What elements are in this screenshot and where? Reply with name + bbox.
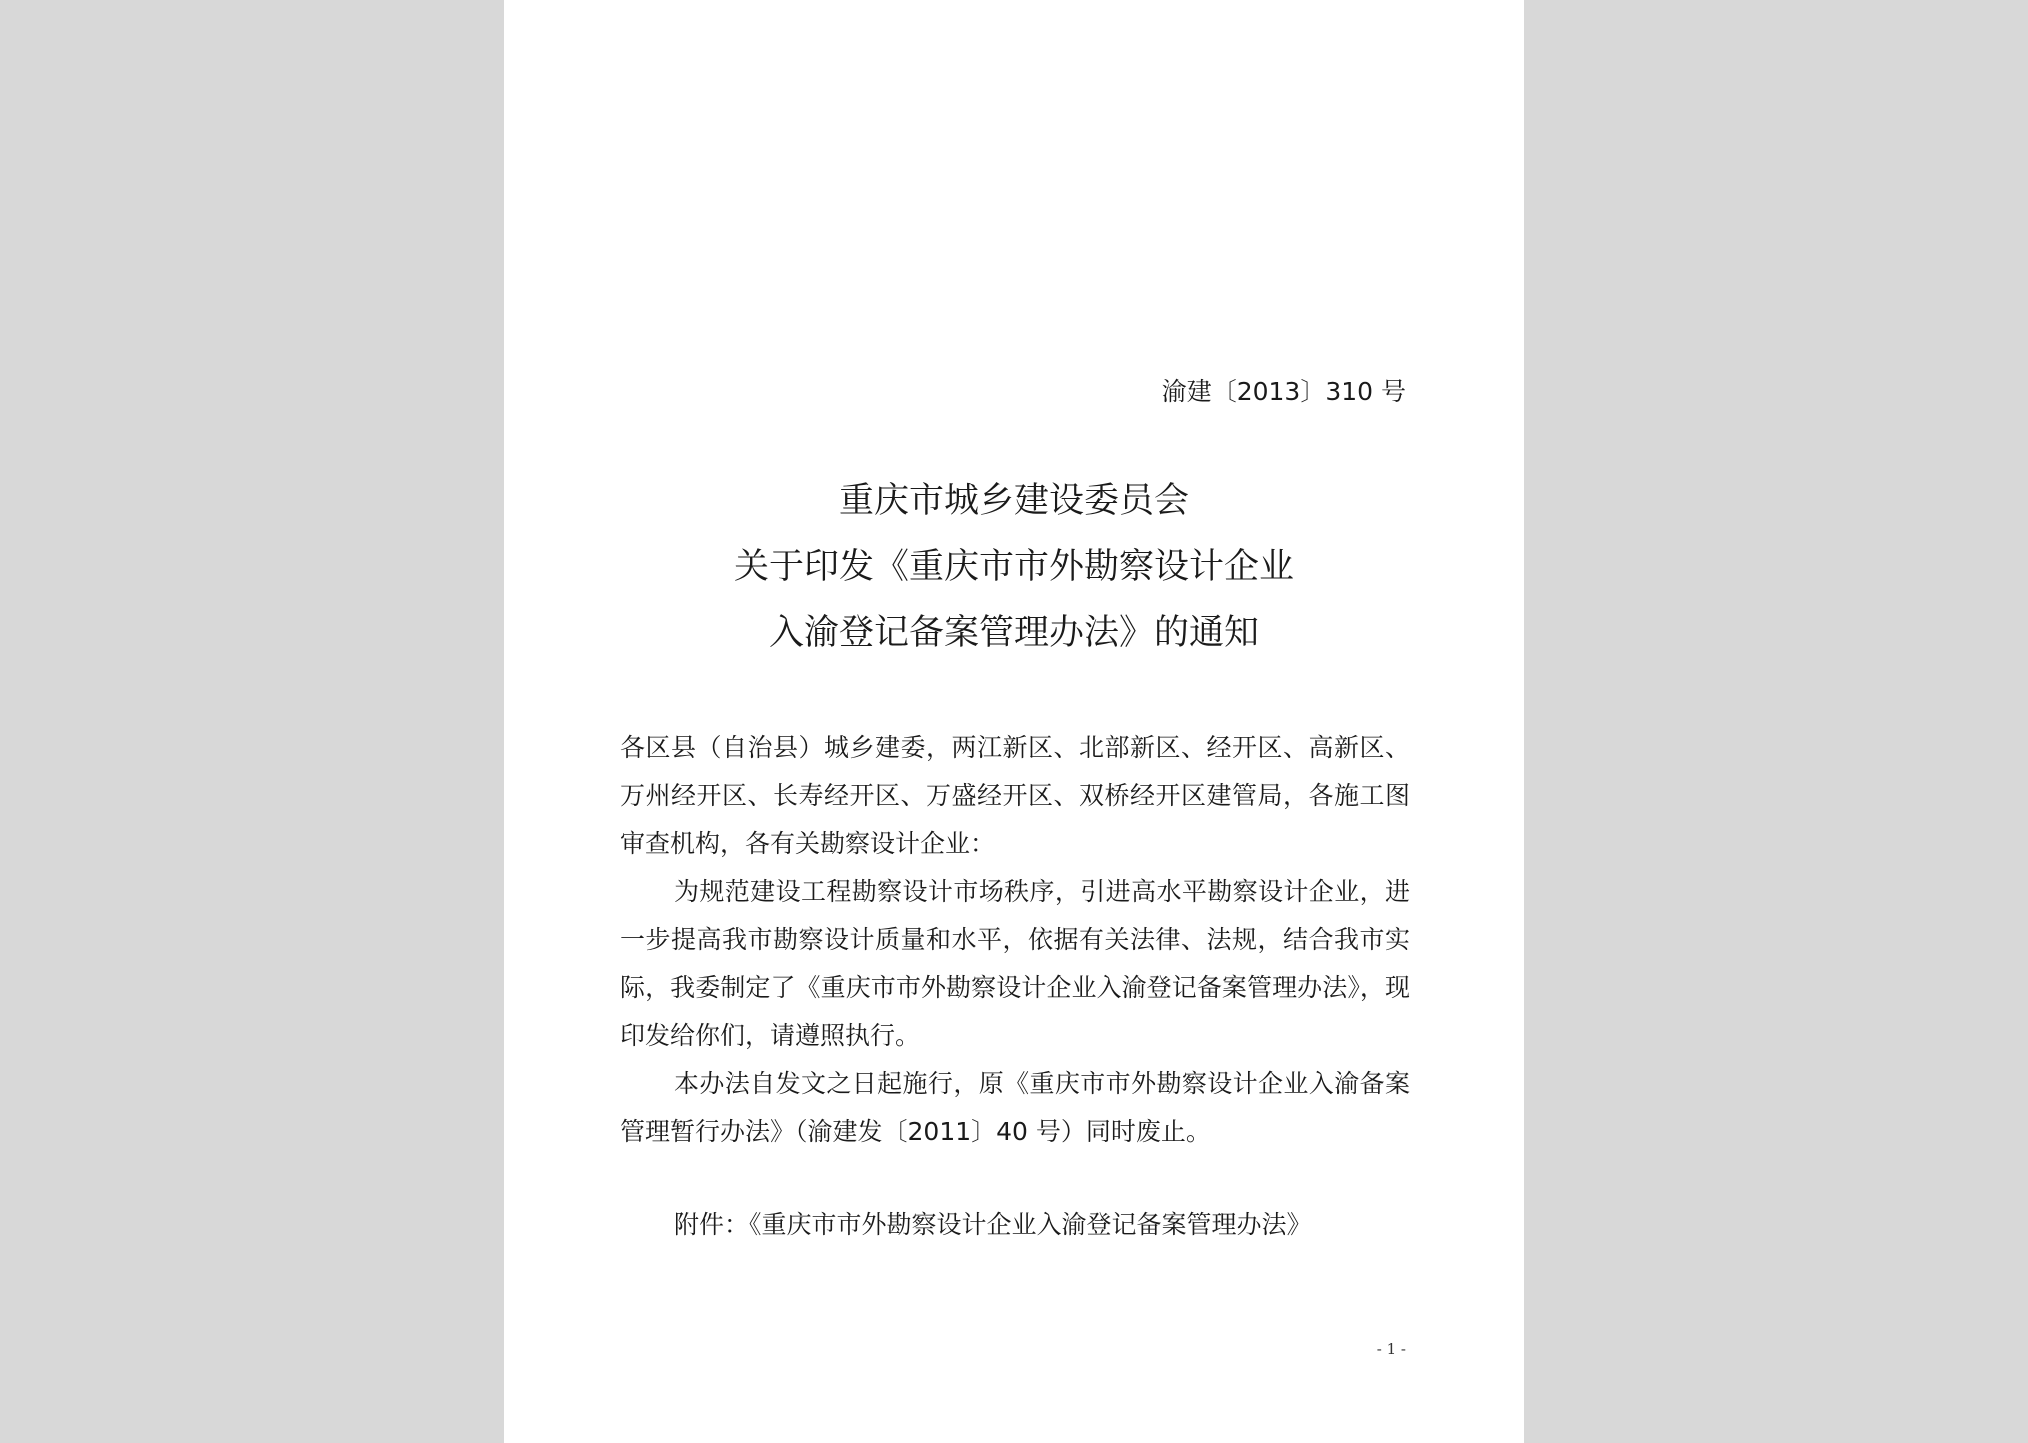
title-line-2: 关于印发《重庆市市外勘察设计企业 (733, 547, 1294, 587)
document-title (504, 468, 1524, 666)
document-body (620, 724, 1410, 1156)
addressee-paragraph: 各区县（自治县）城乡建委，两江新区、北部新区、经开区、高新区、万州经开区、长寿经开区、万盛经开区、双桥经开区建管局，各施工图审查机构，各有关勘察设计企业： (620, 733, 1410, 858)
title-line-1: 重庆市城乡建设委员会 (838, 481, 1189, 521)
document-page (504, 0, 1524, 1443)
document-number: 渝建〔2013〕310 号 (1161, 377, 1406, 406)
title-line-3: 入渝登记备案管理办法》的通知 (768, 613, 1259, 653)
page-number: - 1 - (1376, 1340, 1406, 1358)
body-paragraph-1: 为规范建设工程勘察设计市场秩序，引进高水平勘察设计企业，进一步提高我市勘察设计质量和水平，依据有关法律、法规，结合我市实际，我委制定了《重庆市市外勘察设计企业入渝登记备案管理办法》，现印发给你们，请遵照执行。 (620, 877, 1410, 1050)
body-paragraph-2: 本办法自发文之日起施行，原《重庆市市外勘察设计企业入渝备案管理暂行办法》（渝建发〔2011〕40 号）同时废止。 (620, 1069, 1410, 1146)
attachment-line: 附件：《重庆市市外勘察设计企业入渝登记备案管理办法》 (674, 1210, 1312, 1239)
